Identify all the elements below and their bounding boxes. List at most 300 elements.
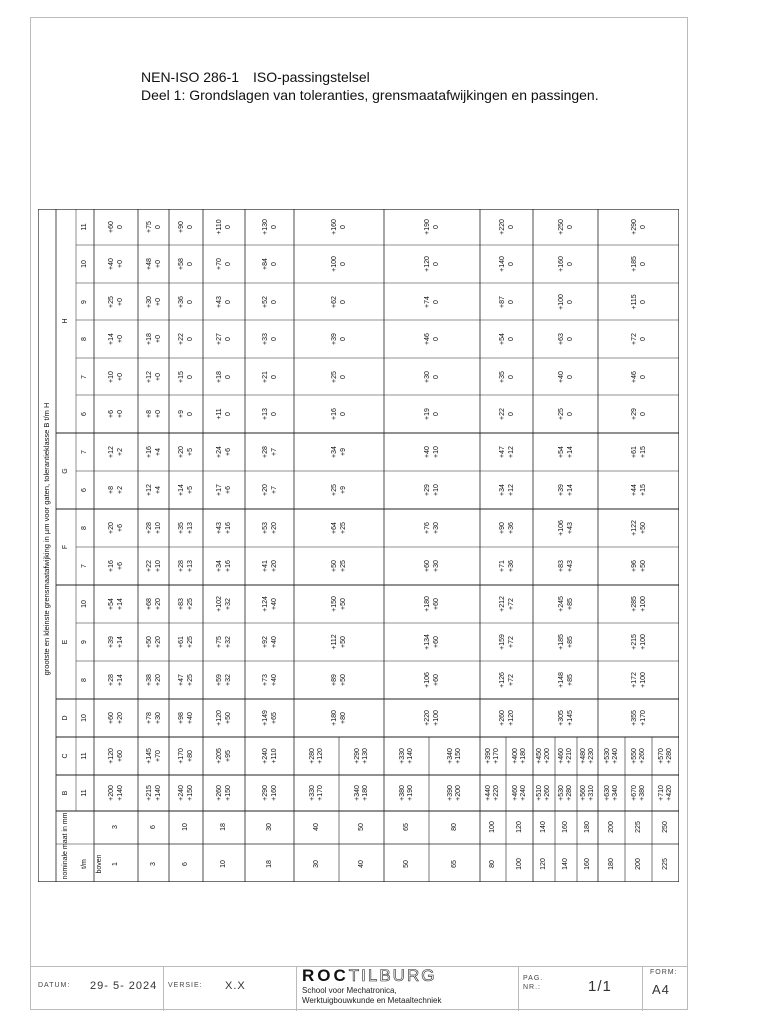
upper-deviation: +102	[216, 596, 223, 612]
lower-deviation: +9	[340, 448, 347, 456]
grade-header: 7	[81, 374, 88, 379]
upper-deviation: +18	[145, 333, 153, 345]
upper-deviation: +59	[216, 674, 223, 686]
upper-deviation: +9	[178, 410, 185, 418]
lower-deviation: +200	[454, 785, 462, 801]
upper-deviation: +460	[558, 748, 565, 764]
lower-deviation: +50	[340, 598, 347, 610]
upper-deviation: +33	[261, 333, 269, 345]
lower-deviation: +100	[639, 634, 647, 650]
lower-deviation: +100	[433, 710, 440, 726]
lower-deviation: +25	[340, 560, 347, 572]
lower-deviation: 0	[433, 299, 440, 304]
lower-deviation: +420	[665, 785, 673, 801]
upper-deviation: +380	[398, 785, 406, 801]
upper-deviation: +460	[511, 785, 519, 801]
lower-deviation: +240	[611, 748, 619, 764]
upper-deviation: +11	[216, 408, 223, 420]
upper-deviation: +149	[261, 710, 269, 726]
size-boven: 225	[661, 858, 669, 870]
lower-deviation: +13	[187, 560, 194, 572]
upper-deviation: +305	[557, 710, 565, 726]
lower-deviation: +72	[507, 598, 515, 610]
document-title	[141, 68, 599, 104]
upper-deviation: +30	[424, 370, 431, 383]
upper-deviation: +115	[630, 293, 638, 310]
upper-deviation: +140	[498, 256, 506, 272]
lower-deviation: 0	[187, 337, 194, 341]
upper-deviation: +120	[424, 256, 431, 272]
upper-deviation: +145	[145, 748, 153, 764]
upper-deviation: +200	[108, 785, 115, 801]
lower-deviation: +50	[340, 636, 347, 648]
lower-deviation: 0	[433, 412, 440, 416]
lower-deviation: 0	[340, 337, 347, 341]
lower-deviation: +32	[225, 636, 232, 648]
letter-header-g: G	[62, 468, 69, 474]
lower-deviation: +150	[454, 748, 462, 764]
upper-deviation: +60	[424, 560, 431, 572]
upper-deviation: +24	[216, 446, 223, 458]
grade-header: 7	[81, 564, 88, 568]
upper-deviation: +47	[178, 674, 185, 686]
upper-deviation: +19	[424, 408, 431, 420]
upper-deviation: +290	[353, 748, 361, 764]
upper-deviation: +90	[178, 221, 185, 233]
lower-deviation: +60	[433, 598, 440, 610]
form-label: FORM:	[650, 969, 678, 976]
upper-deviation: +330	[308, 785, 316, 801]
grade-header: 11	[81, 752, 88, 760]
pag-label: PAG.	[523, 975, 544, 982]
upper-deviation: +28	[261, 446, 269, 458]
lower-deviation: +30	[433, 522, 440, 534]
lower-deviation: +10	[433, 484, 440, 496]
upper-deviation: +440	[485, 785, 492, 801]
upper-deviation: +28	[108, 674, 115, 686]
lower-deviation: +210	[566, 748, 573, 764]
grade-header: 9	[81, 640, 88, 644]
upper-deviation: +245	[557, 596, 565, 612]
lower-deviation: 0	[270, 299, 278, 304]
upper-deviation: +260	[216, 785, 223, 801]
lower-deviation: +9	[340, 486, 347, 494]
upper-deviation: +21	[261, 370, 269, 383]
lower-deviation: +4	[154, 448, 162, 456]
lower-deviation: +7	[270, 448, 278, 456]
upper-deviation: +50	[145, 636, 153, 648]
upper-deviation: +41	[261, 560, 269, 572]
upper-deviation: +70	[216, 258, 223, 270]
upper-deviation: +47	[498, 446, 506, 458]
lower-deviation: +14	[117, 674, 124, 686]
upper-deviation: +530	[558, 785, 565, 801]
lower-deviation: 0	[507, 299, 515, 304]
upper-deviation: +240	[178, 785, 185, 801]
upper-deviation: +710	[657, 785, 665, 801]
upper-deviation: +60	[108, 712, 115, 724]
grade-header: 8	[81, 678, 88, 682]
grade-header: 11	[81, 789, 88, 797]
lower-deviation: 0	[507, 412, 515, 416]
size-tm: 160	[562, 821, 569, 833]
lower-deviation: +85	[566, 674, 574, 686]
upper-deviation: +72	[630, 333, 638, 345]
grade-header: 11	[81, 223, 88, 231]
upper-deviation: +28	[178, 560, 185, 572]
lower-deviation: +170	[316, 785, 324, 801]
upper-deviation: +16	[331, 408, 338, 420]
grade-header: 6	[81, 488, 88, 492]
upper-deviation: +98	[178, 712, 185, 724]
upper-deviation: +215	[145, 785, 153, 801]
lower-deviation: 0	[507, 374, 515, 379]
upper-deviation: +130	[261, 219, 269, 235]
upper-deviation: +150	[331, 596, 338, 612]
size-tm: 120	[515, 821, 523, 833]
upper-deviation: +100	[557, 293, 565, 310]
size-boven: 140	[562, 858, 569, 870]
size-tm: 180	[583, 821, 591, 833]
lower-deviation: 0	[639, 337, 647, 341]
size-boven: 30	[312, 860, 320, 868]
upper-deviation: +76	[424, 522, 431, 534]
upper-deviation: +34	[331, 446, 338, 458]
versie-label: VERSIE:	[168, 982, 203, 989]
upper-deviation: +340	[353, 785, 361, 801]
lower-deviation: +43	[566, 522, 574, 534]
upper-deviation: +285	[630, 596, 638, 612]
lower-deviation: +20	[154, 674, 162, 686]
lower-deviation: 0	[225, 225, 232, 229]
lower-deviation: +50	[639, 522, 647, 534]
lower-deviation: 0	[433, 337, 440, 341]
lower-deviation: +60	[433, 674, 440, 686]
lower-deviation: +100	[639, 596, 647, 612]
lower-deviation: +40	[187, 712, 194, 724]
upper-deviation: +53	[261, 522, 269, 534]
upper-deviation: +44	[630, 484, 638, 496]
upper-deviation: +12	[145, 484, 153, 496]
upper-deviation: +110	[216, 219, 223, 235]
lower-deviation: +0	[154, 297, 162, 306]
upper-deviation: +670	[630, 785, 638, 801]
lower-deviation: +72	[507, 674, 515, 686]
upper-deviation: +25	[108, 295, 115, 308]
lower-deviation: +200	[544, 748, 551, 764]
lower-deviation: +50	[225, 712, 232, 724]
lower-deviation: 0	[187, 225, 194, 229]
upper-deviation: +16	[145, 446, 153, 458]
upper-deviation: +400	[511, 748, 519, 764]
lower-deviation: +380	[638, 785, 646, 801]
letter-header-b: B	[62, 790, 69, 796]
upper-deviation: +159	[498, 634, 506, 650]
lower-deviation: 0	[270, 262, 278, 266]
lower-deviation: +25	[340, 522, 347, 534]
size-tm: 100	[489, 821, 496, 833]
lower-deviation: +0	[117, 335, 124, 343]
upper-deviation: +83	[557, 560, 565, 572]
upper-deviation: +90	[498, 522, 506, 534]
upper-deviation: +54	[557, 446, 565, 458]
size-boven: 1	[112, 862, 119, 866]
lower-deviation: +240	[519, 785, 527, 801]
lower-deviation: +72	[507, 636, 515, 648]
upper-deviation: +18	[216, 370, 223, 383]
lower-deviation: 0	[270, 337, 278, 341]
lower-deviation: +7	[270, 486, 278, 494]
upper-deviation: +27	[216, 333, 223, 345]
upper-deviation: +39	[331, 333, 338, 345]
tolerance-table	[38, 209, 679, 882]
lower-deviation: 0	[566, 299, 574, 304]
lower-deviation: +120	[316, 748, 324, 764]
upper-deviation: +290	[630, 219, 638, 235]
lower-deviation: 0	[507, 262, 515, 266]
upper-deviation: +190	[424, 219, 431, 235]
lower-deviation: 0	[639, 412, 647, 416]
size-tm: 10	[182, 823, 189, 831]
lower-deviation: 0	[340, 262, 347, 266]
lower-deviation: +120	[507, 710, 515, 726]
upper-deviation: +43	[216, 295, 223, 308]
upper-deviation: +54	[498, 333, 506, 345]
lower-deviation: +14	[566, 446, 574, 458]
upper-deviation: +510	[536, 785, 543, 801]
upper-deviation: +185	[557, 634, 565, 650]
lower-deviation: +280	[665, 748, 673, 764]
size-boven: 6	[182, 862, 189, 866]
lower-deviation: +150	[187, 785, 194, 801]
size-boven: 10	[220, 860, 227, 868]
upper-deviation: +106	[424, 672, 431, 688]
datum-label: DATUM:	[38, 982, 71, 989]
letter-header-e: E	[62, 639, 69, 645]
lower-deviation: 0	[639, 225, 647, 229]
upper-deviation: +62	[331, 295, 338, 308]
lower-deviation: +16	[225, 522, 232, 534]
upper-deviation: +52	[261, 295, 269, 308]
lower-deviation: 0	[433, 374, 440, 379]
lower-deviation: 0	[187, 374, 194, 379]
lower-deviation: +310	[587, 785, 595, 801]
lower-deviation: +0	[117, 260, 124, 268]
lower-deviation: +6	[117, 524, 124, 532]
upper-deviation: +74	[424, 295, 431, 308]
lower-deviation: +280	[566, 785, 573, 801]
lower-deviation: +16	[225, 560, 232, 572]
lower-deviation: +230	[587, 748, 595, 764]
upper-deviation: +48	[145, 258, 153, 270]
lower-deviation: +20	[117, 712, 124, 724]
lower-deviation: 0	[433, 225, 440, 229]
lower-deviation: +145	[566, 710, 574, 726]
lower-deviation: +140	[154, 785, 162, 801]
upper-deviation: +12	[108, 446, 115, 458]
size-boven: 100	[515, 858, 523, 870]
size-tm: 18	[220, 823, 227, 831]
lower-deviation: +20	[270, 522, 278, 534]
lower-deviation: +32	[225, 598, 232, 610]
grade-header: 10	[81, 260, 88, 268]
upper-deviation: +25	[331, 484, 338, 496]
school-name: School voor Mechatronica, Werktuigbouwkunde en Metaaltechniek	[302, 986, 442, 1005]
lower-deviation: +70	[154, 750, 162, 762]
lower-deviation: +14	[566, 484, 574, 496]
upper-deviation: +14	[178, 484, 185, 496]
size-tm: 30	[265, 823, 273, 831]
size-boven: 160	[583, 858, 591, 870]
grade-header: 9	[81, 299, 88, 304]
upper-deviation: +12	[145, 370, 153, 383]
lower-deviation: +130	[361, 748, 369, 764]
size-header: nominale maat in mm	[62, 812, 69, 880]
upper-deviation: +35	[498, 370, 506, 383]
upper-deviation: +630	[603, 785, 611, 801]
upper-deviation: +340	[446, 748, 454, 764]
lower-deviation: +43	[566, 560, 574, 572]
upper-deviation: +530	[603, 748, 611, 764]
upper-deviation: +390	[446, 785, 454, 801]
roc-tilburg-logo: ROCTILBURG	[302, 966, 437, 985]
lower-deviation: 0	[639, 262, 647, 266]
upper-deviation: +160	[331, 219, 338, 235]
lower-deviation: +0	[117, 410, 124, 418]
upper-deviation: +148	[557, 672, 565, 688]
upper-deviation: +120	[108, 748, 115, 764]
lower-deviation: +36	[507, 522, 515, 534]
upper-deviation: +16	[108, 560, 115, 572]
lower-deviation: +80	[340, 712, 347, 724]
upper-deviation: +126	[498, 672, 506, 688]
lower-deviation: +0	[154, 335, 162, 343]
upper-deviation: +22	[498, 408, 506, 420]
standard-system: ISO-passingstelsel	[253, 69, 370, 85]
lower-deviation: +30	[433, 560, 440, 572]
upper-deviation: +30	[145, 295, 153, 308]
upper-deviation: +14	[108, 333, 115, 345]
lower-deviation: +4	[154, 486, 162, 494]
lower-deviation: +36	[507, 560, 515, 572]
upper-deviation: +38	[145, 674, 153, 686]
upper-deviation: +40	[557, 370, 565, 383]
lower-deviation: +10	[154, 522, 162, 534]
upper-deviation: +34	[498, 484, 506, 496]
versie-value: X.X	[225, 980, 246, 992]
upper-deviation: +46	[630, 370, 638, 383]
upper-deviation: +46	[424, 333, 431, 345]
upper-deviation: +61	[630, 446, 638, 458]
lower-deviation: +6	[225, 486, 232, 494]
size-boven: 18	[265, 860, 273, 868]
upper-deviation: +180	[424, 596, 431, 612]
size-tm: 200	[607, 821, 615, 833]
letter-header-f: F	[62, 544, 69, 550]
lower-deviation: +50	[340, 674, 347, 686]
lower-deviation: +260	[638, 748, 646, 764]
upper-deviation: +64	[331, 522, 338, 534]
size-tm: 3	[112, 825, 119, 829]
upper-deviation: +87	[498, 295, 506, 308]
upper-deviation: +22	[178, 333, 185, 345]
lower-deviation: +5	[187, 448, 194, 456]
lower-deviation: +0	[117, 297, 124, 306]
title-block	[30, 966, 688, 1011]
lower-deviation: +85	[566, 598, 574, 610]
upper-deviation: +570	[657, 748, 665, 764]
lower-deviation: +12	[507, 446, 515, 458]
upper-deviation: +75	[216, 636, 223, 648]
boven-label: boven	[96, 854, 103, 874]
lower-deviation: 0	[270, 374, 278, 379]
lower-deviation: 0	[225, 374, 232, 379]
lower-deviation: 0	[433, 262, 440, 266]
upper-deviation: +134	[424, 634, 431, 650]
lower-deviation: +110	[270, 748, 278, 764]
upper-deviation: +355	[630, 710, 638, 726]
lower-deviation: +160	[270, 785, 278, 801]
upper-deviation: +180	[331, 710, 338, 726]
upper-deviation: +83	[178, 598, 185, 610]
lower-deviation: +15	[639, 446, 647, 458]
lower-deviation: +14	[117, 636, 124, 648]
size-boven: 180	[607, 858, 615, 870]
upper-deviation: +71	[498, 560, 506, 572]
upper-deviation: +6	[108, 410, 115, 418]
lower-deviation: 0	[566, 412, 574, 416]
size-boven: 80	[489, 860, 496, 868]
upper-deviation: +550	[630, 748, 638, 764]
upper-deviation: +40	[424, 446, 431, 458]
table-main-title: grootste en kleinste grensmaatafwijking in µm voor gaten, tolerantieklasse B t/m H	[42, 402, 51, 676]
lower-deviation: +220	[493, 785, 500, 801]
lower-deviation: +140	[117, 785, 124, 801]
lower-deviation: +170	[639, 710, 647, 726]
lower-deviation: +2	[117, 486, 124, 494]
lower-deviation: +15	[639, 484, 647, 496]
lower-deviation: +40	[270, 674, 278, 686]
upper-deviation: +43	[216, 522, 223, 534]
upper-deviation: +240	[261, 748, 269, 764]
size-tm: 80	[450, 823, 458, 831]
grade-header: 6	[81, 412, 88, 416]
upper-deviation: +39	[557, 484, 565, 496]
letter-header-h: H	[62, 318, 69, 324]
lower-deviation: +60	[117, 750, 124, 762]
lower-deviation: 0	[639, 374, 647, 379]
upper-deviation: +25	[331, 370, 338, 383]
lower-deviation: +260	[544, 785, 551, 801]
lower-deviation: 0	[507, 337, 515, 341]
lower-deviation: +340	[611, 785, 619, 801]
standard-code: NEN-ISO 286-1	[141, 69, 240, 85]
upper-deviation: +8	[108, 486, 115, 494]
upper-deviation: +172	[630, 672, 638, 688]
upper-deviation: +120	[216, 710, 223, 726]
upper-deviation: +280	[308, 748, 316, 764]
upper-deviation: +8	[145, 410, 153, 418]
lower-deviation: +65	[270, 712, 278, 724]
lower-deviation: +30	[154, 712, 162, 724]
lower-deviation: +20	[154, 598, 162, 610]
lower-deviation: +10	[154, 560, 162, 572]
lower-deviation: +170	[493, 748, 500, 764]
upper-deviation: +106	[557, 520, 565, 536]
lower-deviation: 0	[340, 412, 347, 416]
lower-deviation: +32	[225, 674, 232, 686]
lower-deviation: +0	[154, 260, 162, 268]
